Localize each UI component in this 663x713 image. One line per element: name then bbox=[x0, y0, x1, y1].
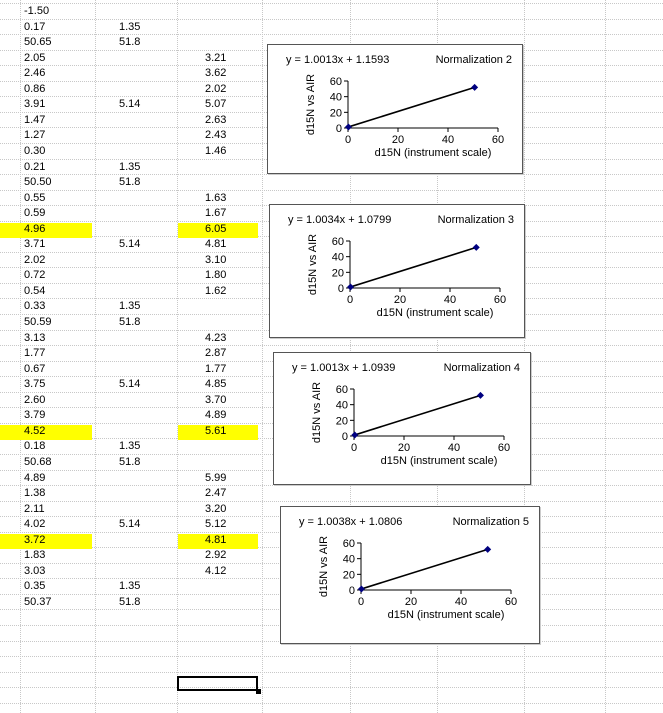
col-a-cell[interactable]: 50.68 bbox=[24, 456, 52, 468]
chart-normalization-2[interactable] bbox=[267, 44, 523, 174]
col-a-cell[interactable]: 3.03 bbox=[24, 565, 46, 577]
col-a-cell[interactable]: 1.38 bbox=[24, 487, 46, 499]
y-tick-label: 0 bbox=[337, 283, 344, 295]
col-a-cell[interactable]: 2.11 bbox=[24, 503, 45, 515]
col-b-cell[interactable]: 5.14 bbox=[119, 238, 141, 250]
trendline bbox=[348, 87, 474, 127]
col-b-cell[interactable]: 1.35 bbox=[119, 161, 141, 173]
col-c-cell[interactable]: 3.20 bbox=[205, 503, 227, 515]
column-gridline bbox=[262, 0, 263, 713]
col-a-cell[interactable]: 0.18 bbox=[24, 440, 46, 452]
col-a-cell[interactable]: 0.35 bbox=[24, 580, 46, 592]
col-a-cell[interactable]: -1.50 bbox=[24, 5, 50, 17]
y-tick-label: 20 bbox=[342, 569, 355, 582]
col-a-cell[interactable]: 0.86 bbox=[24, 83, 46, 95]
row-gridline bbox=[0, 190, 663, 191]
x-tick-label: 20 bbox=[397, 442, 411, 454]
col-b-cell[interactable]: 5.14 bbox=[119, 518, 141, 530]
col-b-cell[interactable]: 51.8 bbox=[119, 596, 141, 608]
col-b-cell[interactable]: 1.35 bbox=[119, 580, 141, 592]
col-a-cell[interactable]: 4.96 bbox=[24, 223, 46, 235]
col-c-cell[interactable]: 4.81 bbox=[205, 238, 227, 250]
col-c-cell[interactable]: 1.62 bbox=[205, 285, 227, 297]
y-tick-label: 40 bbox=[331, 251, 344, 264]
col-a-cell[interactable]: 3.75 bbox=[24, 378, 46, 390]
col-a-cell[interactable]: 2.05 bbox=[24, 52, 46, 64]
column-gridline bbox=[20, 0, 21, 713]
data-point bbox=[473, 244, 480, 251]
x-tick-label: 40 bbox=[447, 442, 461, 454]
col-c-cell[interactable]: 6.05 bbox=[205, 223, 227, 235]
col-c-cell[interactable]: 1.63 bbox=[205, 192, 227, 204]
y-tick-label: 0 bbox=[341, 431, 348, 443]
col-c-cell[interactable]: 4.89 bbox=[205, 409, 227, 421]
trendline-equation: y = 1.0013x + 1.1593 bbox=[286, 54, 390, 66]
trendline-equation: y = 1.0038x + 1.0806 bbox=[299, 516, 403, 528]
y-tick-label: 20 bbox=[335, 415, 348, 428]
y-tick-label: 20 bbox=[331, 267, 344, 280]
col-c-cell[interactable]: 5.99 bbox=[205, 472, 227, 484]
col-a-cell[interactable]: 3.72 bbox=[24, 534, 46, 546]
y-tick-label: 40 bbox=[342, 553, 355, 566]
col-a-cell[interactable]: 0.54 bbox=[24, 285, 46, 297]
col-a-cell[interactable]: 3.71 bbox=[24, 238, 46, 250]
col-a-cell[interactable]: 0.72 bbox=[24, 269, 46, 281]
y-axis-label: d15N vs AIR bbox=[305, 73, 317, 136]
x-tick-label: 0 bbox=[350, 442, 358, 454]
col-c-cell[interactable]: 1.67 bbox=[205, 207, 227, 219]
col-a-cell[interactable]: 3.79 bbox=[24, 409, 46, 421]
data-point bbox=[351, 431, 358, 438]
x-tick-label: 60 bbox=[504, 596, 518, 608]
col-b-cell[interactable]: 51.8 bbox=[119, 36, 141, 48]
y-tick-label: 40 bbox=[329, 91, 342, 104]
chart-title: Normalization 3 bbox=[437, 214, 514, 226]
row-gridline bbox=[0, 703, 663, 704]
col-c-cell[interactable]: 3.21 bbox=[205, 52, 227, 64]
col-a-cell[interactable]: 4.02 bbox=[24, 518, 46, 530]
col-a-cell[interactable]: 0.33 bbox=[24, 300, 46, 312]
trendline-equation: y = 1.0013x + 1.0939 bbox=[292, 362, 396, 374]
col-a-cell[interactable]: 4.89 bbox=[24, 472, 46, 484]
x-tick-label: 40 bbox=[443, 294, 457, 306]
x-tick-label: 20 bbox=[393, 294, 407, 306]
col-c-cell[interactable]: 5.07 bbox=[205, 98, 227, 110]
col-a-cell[interactable]: 50.50 bbox=[24, 176, 52, 188]
col-c-cell[interactable]: 2.92 bbox=[205, 549, 227, 561]
col-c-cell[interactable]: 4.12 bbox=[205, 565, 227, 577]
col-a-cell[interactable]: 3.13 bbox=[24, 332, 46, 344]
chart-svg bbox=[270, 205, 524, 337]
col-b-cell[interactable]: 51.8 bbox=[119, 176, 141, 188]
y-axis-label: d15N vs AIR bbox=[318, 535, 330, 598]
col-b-cell[interactable]: 1.35 bbox=[119, 21, 141, 33]
chart-title: Normalization 5 bbox=[452, 516, 529, 528]
trendline-equation: y = 1.0034x + 1.0799 bbox=[288, 214, 392, 226]
col-c-cell[interactable]: 1.77 bbox=[205, 363, 227, 375]
col-a-cell[interactable]: 0.59 bbox=[24, 207, 46, 219]
highlighted-cell bbox=[0, 223, 92, 238]
col-c-cell[interactable]: 4.81 bbox=[205, 534, 227, 546]
y-tick-label: 60 bbox=[331, 236, 344, 248]
row-gridline bbox=[0, 672, 663, 673]
col-c-cell[interactable]: 3.10 bbox=[205, 254, 227, 266]
col-c-cell[interactable]: 1.46 bbox=[205, 145, 227, 157]
col-c-cell[interactable]: 2.87 bbox=[205, 347, 227, 359]
trendline bbox=[351, 247, 477, 287]
x-tick-label: 0 bbox=[344, 134, 352, 146]
chart-svg bbox=[268, 45, 522, 173]
x-axis-label: d15N (instrument scale) bbox=[387, 609, 505, 621]
col-c-cell[interactable]: 2.47 bbox=[205, 487, 227, 499]
x-tick-label: 60 bbox=[497, 442, 511, 454]
column-gridline bbox=[95, 0, 96, 713]
row-gridline bbox=[0, 3, 663, 4]
y-axis-label: d15N vs AIR bbox=[307, 233, 319, 296]
col-a-cell[interactable]: 1.47 bbox=[24, 114, 46, 126]
x-tick-label: 0 bbox=[346, 294, 354, 306]
row-gridline bbox=[0, 501, 663, 502]
col-b-cell[interactable]: 51.8 bbox=[119, 316, 141, 328]
row-gridline bbox=[0, 174, 663, 175]
col-c-cell[interactable]: 3.62 bbox=[205, 67, 227, 79]
col-a-cell[interactable]: 3.91 bbox=[24, 98, 46, 110]
column-gridline bbox=[177, 0, 178, 713]
x-tick-label: 20 bbox=[404, 596, 418, 608]
col-a-cell[interactable]: 0.67 bbox=[24, 363, 46, 375]
col-a-cell[interactable]: 4.52 bbox=[24, 425, 46, 437]
row-gridline bbox=[0, 19, 663, 20]
highlighted-cell bbox=[0, 425, 92, 440]
x-axis-label: d15N (instrument scale) bbox=[380, 455, 498, 467]
col-c-cell[interactable]: 5.61 bbox=[205, 425, 227, 437]
highlighted-cell bbox=[0, 534, 92, 549]
y-tick-label: 0 bbox=[348, 585, 355, 597]
y-tick-label: 20 bbox=[329, 107, 342, 120]
col-a-cell[interactable]: 0.55 bbox=[24, 192, 46, 204]
col-a-cell[interactable]: 1.83 bbox=[24, 549, 46, 561]
col-a-cell[interactable]: 0.17 bbox=[24, 21, 46, 33]
data-point bbox=[345, 123, 352, 130]
x-tick-label: 0 bbox=[357, 596, 365, 608]
chart-svg bbox=[281, 507, 539, 643]
x-tick-label: 20 bbox=[391, 134, 405, 146]
column-gridline bbox=[605, 0, 606, 713]
col-a-cell[interactable]: 2.46 bbox=[24, 67, 46, 79]
row-gridline bbox=[0, 345, 663, 346]
y-axis-label: d15N vs AIR bbox=[311, 381, 323, 444]
col-b-cell[interactable]: 5.14 bbox=[119, 378, 141, 390]
y-tick-label: 60 bbox=[335, 384, 348, 396]
chart-normalization-3[interactable] bbox=[269, 204, 525, 338]
chart-title: Normalization 4 bbox=[443, 362, 520, 374]
col-c-cell[interactable]: 5.12 bbox=[205, 518, 227, 530]
row-gridline bbox=[0, 687, 663, 688]
y-tick-label: 60 bbox=[329, 76, 342, 88]
col-c-cell[interactable]: 2.63 bbox=[205, 114, 227, 126]
x-tick-label: 60 bbox=[491, 134, 505, 146]
col-c-cell[interactable]: 2.02 bbox=[205, 83, 227, 95]
chart-title: Normalization 2 bbox=[435, 54, 512, 66]
col-a-cell[interactable]: 1.77 bbox=[24, 347, 46, 359]
chart-normalization-5[interactable] bbox=[280, 506, 540, 644]
col-b-cell[interactable]: 51.8 bbox=[119, 456, 141, 468]
data-point bbox=[477, 392, 484, 399]
col-a-cell[interactable]: 0.30 bbox=[24, 145, 46, 157]
col-a-cell[interactable]: 50.59 bbox=[24, 316, 52, 328]
col-c-cell[interactable]: 4.23 bbox=[205, 332, 227, 344]
col-a-cell[interactable]: 2.60 bbox=[24, 394, 46, 406]
col-a-cell[interactable]: 0.21 bbox=[24, 161, 46, 173]
fill-handle[interactable] bbox=[256, 689, 261, 694]
col-a-cell[interactable]: 50.65 bbox=[24, 36, 52, 48]
row-gridline bbox=[0, 485, 663, 486]
y-tick-label: 60 bbox=[342, 538, 355, 550]
data-point bbox=[347, 283, 354, 290]
data-point bbox=[471, 84, 478, 91]
x-axis-label: d15N (instrument scale) bbox=[376, 307, 494, 319]
col-b-cell[interactable]: 1.35 bbox=[119, 440, 141, 452]
x-tick-label: 40 bbox=[441, 134, 455, 146]
col-c-cell[interactable]: 2.43 bbox=[205, 129, 227, 141]
chart-svg bbox=[274, 353, 530, 484]
trendline bbox=[361, 549, 487, 589]
col-b-cell[interactable]: 1.35 bbox=[119, 300, 141, 312]
col-c-cell[interactable]: 4.85 bbox=[205, 378, 227, 390]
row-gridline bbox=[0, 34, 663, 35]
col-a-cell[interactable]: 50.37 bbox=[24, 596, 52, 608]
row-gridline bbox=[0, 656, 663, 657]
trendline bbox=[355, 395, 481, 435]
col-c-cell[interactable]: 1.80 bbox=[205, 269, 227, 281]
y-tick-label: 40 bbox=[335, 399, 348, 412]
col-a-cell[interactable]: 2.02 bbox=[24, 254, 46, 266]
col-a-cell[interactable]: 1.27 bbox=[24, 129, 46, 141]
y-tick-label: 0 bbox=[335, 123, 342, 135]
col-b-cell[interactable]: 5.14 bbox=[119, 98, 141, 110]
x-axis-label: d15N (instrument scale) bbox=[374, 147, 492, 159]
selected-cell[interactable] bbox=[177, 676, 258, 691]
chart-normalization-4[interactable] bbox=[273, 352, 531, 485]
data-point bbox=[358, 585, 365, 592]
col-c-cell[interactable]: 3.70 bbox=[205, 394, 227, 406]
data-point bbox=[484, 546, 491, 553]
x-tick-label: 60 bbox=[493, 294, 507, 306]
x-tick-label: 40 bbox=[454, 596, 468, 608]
